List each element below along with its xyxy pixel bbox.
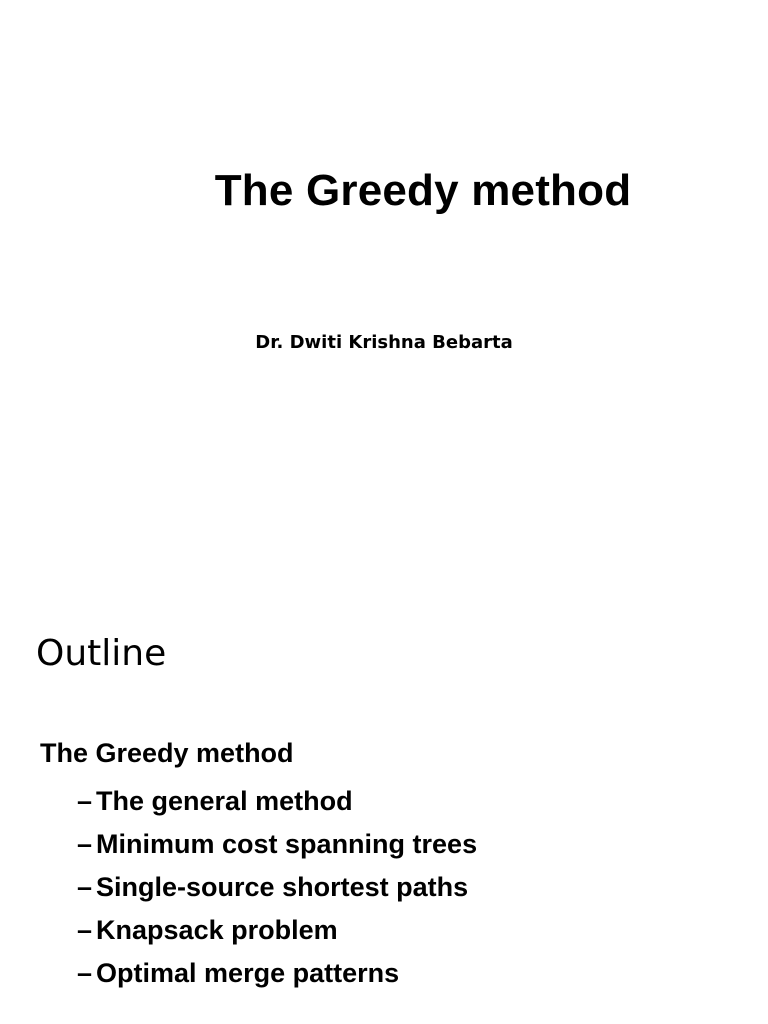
- dash-bullet: –: [77, 958, 93, 988]
- list-item: [77, 866, 477, 909]
- outline-heading: Outline: [36, 633, 167, 674]
- list-item-label: Knapsack problem: [96, 915, 338, 945]
- list-item-label: Minimum cost spanning trees: [96, 829, 478, 859]
- outline-main-item: The Greedy method: [40, 738, 294, 768]
- dash-bullet: –: [77, 872, 93, 902]
- dash-bullet: –: [77, 786, 93, 816]
- outline-sub-list: [77, 780, 477, 995]
- list-item: [77, 909, 477, 952]
- list-item: [77, 780, 477, 823]
- outline-slide: [0, 590, 768, 1024]
- slide-title: The Greedy method: [214, 166, 632, 215]
- dash-bullet: –: [77, 829, 93, 859]
- list-item: [77, 823, 477, 866]
- list-item-label: Optimal merge patterns: [96, 958, 400, 988]
- list-item-label: Single-source shortest paths: [96, 872, 469, 902]
- list-item-label: The general method: [96, 786, 353, 816]
- author-name: Dr. Dwiti Krishna Bebarta: [255, 332, 513, 353]
- dash-bullet: –: [77, 915, 93, 945]
- list-item: [77, 952, 477, 995]
